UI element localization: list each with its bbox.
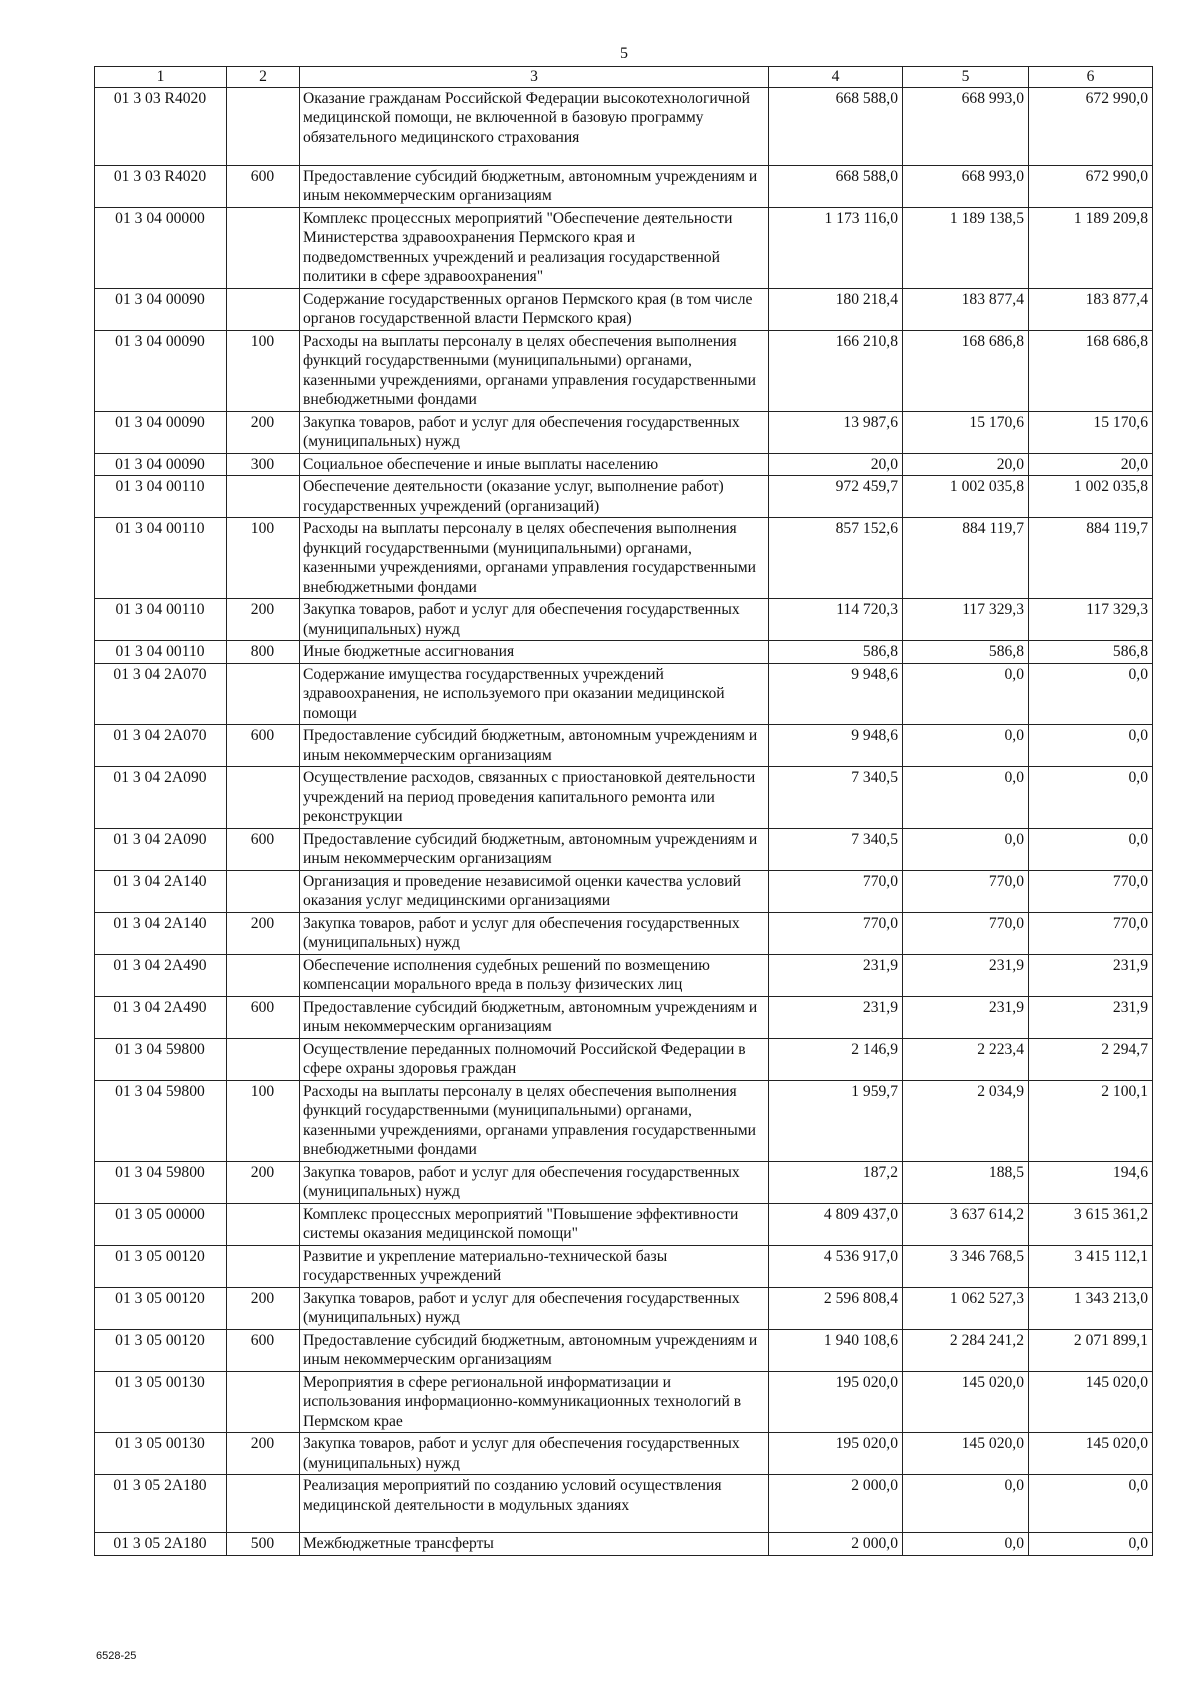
value-col-4-cell: 2 000,0 <box>769 1475 903 1533</box>
code-cell: 01 3 04 2А070 <box>95 663 227 725</box>
description-cell: Закупка товаров, работ и услуг для обеспечения государственных (муниципальных) нужд <box>300 1161 769 1203</box>
description-cell: Развитие и укрепление материально-технической базы государственных учреждений <box>300 1245 769 1287</box>
code-cell: 01 3 05 2А180 <box>95 1533 227 1556</box>
value-col-6-cell: 2 294,7 <box>1029 1038 1153 1080</box>
value-col-5-cell: 3 637 614,2 <box>903 1203 1029 1245</box>
code-cell: 01 3 04 2А090 <box>95 767 227 829</box>
code-cell: 01 3 05 00000 <box>95 1203 227 1245</box>
value-col-4-cell: 770,0 <box>769 870 903 912</box>
code-cell: 01 3 04 00000 <box>95 207 227 288</box>
table-row <box>95 663 1153 725</box>
value-col-4-cell: 668 588,0 <box>769 87 903 165</box>
value-col-6-cell: 0,0 <box>1029 725 1153 767</box>
expense-type-cell: 200 <box>227 912 300 954</box>
code-cell: 01 3 05 00120 <box>95 1287 227 1329</box>
description-cell: Закупка товаров, работ и услуг для обеспечения государственных (муниципальных) нужд <box>300 1433 769 1475</box>
description-cell: Закупка товаров, работ и услуг для обеспечения государственных (муниципальных) нужд <box>300 912 769 954</box>
value-col-5-cell: 770,0 <box>903 870 1029 912</box>
code-cell: 01 3 04 2А490 <box>95 954 227 996</box>
expense-type-cell <box>227 476 300 518</box>
value-col-5-cell: 0,0 <box>903 1533 1029 1556</box>
expense-type-cell: 500 <box>227 1533 300 1556</box>
description-cell: Расходы на выплаты персоналу в целях обеспечения выполнения функций государственными (муниципальными) органами, казенными учреждениями, органами управления государственными внебюджетными фондами <box>300 1080 769 1161</box>
value-col-6-cell: 0,0 <box>1029 1475 1153 1533</box>
table-row <box>95 453 1153 476</box>
description-cell: Закупка товаров, работ и услуг для обеспечения государственных (муниципальных) нужд <box>300 1287 769 1329</box>
value-col-4-cell: 20,0 <box>769 453 903 476</box>
value-col-5-cell: 188,5 <box>903 1161 1029 1203</box>
expense-type-cell: 600 <box>227 828 300 870</box>
code-cell: 01 3 04 00110 <box>95 641 227 664</box>
code-cell: 01 3 05 00130 <box>95 1433 227 1475</box>
value-col-5-cell: 117 329,3 <box>903 599 1029 641</box>
value-col-5-cell: 0,0 <box>903 828 1029 870</box>
description-cell: Обеспечение исполнения судебных решений по возмещению компенсации морального вреда в пользу физических лиц <box>300 954 769 996</box>
value-col-4-cell: 180 218,4 <box>769 288 903 330</box>
table-row <box>95 1080 1153 1161</box>
description-cell: Предоставление субсидий бюджетным, автономным учреждениям и иным некоммерческим организациям <box>300 1329 769 1371</box>
value-col-6-cell: 884 119,7 <box>1029 518 1153 599</box>
value-col-6-cell: 0,0 <box>1029 663 1153 725</box>
value-col-6-cell: 2 100,1 <box>1029 1080 1153 1161</box>
code-cell: 01 3 04 2А090 <box>95 828 227 870</box>
table-row <box>95 1161 1153 1203</box>
code-cell: 01 3 04 2А070 <box>95 725 227 767</box>
table-row <box>95 641 1153 664</box>
value-col-4-cell: 13 987,6 <box>769 411 903 453</box>
value-col-4-cell: 9 948,6 <box>769 663 903 725</box>
value-col-4-cell: 1 173 116,0 <box>769 207 903 288</box>
value-col-6-cell: 20,0 <box>1029 453 1153 476</box>
value-col-6-cell: 0,0 <box>1029 1533 1153 1556</box>
value-col-5-cell: 770,0 <box>903 912 1029 954</box>
value-col-5-cell: 0,0 <box>903 663 1029 725</box>
table-row <box>95 1287 1153 1329</box>
page-number: 5 <box>620 45 628 62</box>
value-col-6-cell: 168 686,8 <box>1029 330 1153 411</box>
table-row <box>95 870 1153 912</box>
expense-type-cell <box>227 87 300 165</box>
description-cell: Предоставление субсидий бюджетным, автономным учреждениям и иным некоммерческим организациям <box>300 725 769 767</box>
value-col-6-cell: 2 071 899,1 <box>1029 1329 1153 1371</box>
expense-type-cell: 200 <box>227 599 300 641</box>
expense-type-cell: 600 <box>227 996 300 1038</box>
value-col-5-cell: 2 284 241,2 <box>903 1329 1029 1371</box>
table-row <box>95 996 1153 1038</box>
table-row <box>95 411 1153 453</box>
value-col-5-cell: 20,0 <box>903 453 1029 476</box>
table-row <box>95 87 1153 165</box>
header-row <box>95 67 1153 88</box>
value-col-5-cell: 145 020,0 <box>903 1371 1029 1433</box>
value-col-6-cell: 0,0 <box>1029 767 1153 829</box>
code-cell: 01 3 05 00130 <box>95 1371 227 1433</box>
code-cell: 01 3 04 00090 <box>95 411 227 453</box>
code-cell: 01 3 05 00120 <box>95 1245 227 1287</box>
value-col-5-cell: 1 189 138,5 <box>903 207 1029 288</box>
value-col-5-cell: 2 223,4 <box>903 1038 1029 1080</box>
value-col-6-cell: 194,6 <box>1029 1161 1153 1203</box>
value-col-5-cell: 0,0 <box>903 767 1029 829</box>
value-col-6-cell: 1 343 213,0 <box>1029 1287 1153 1329</box>
value-col-6-cell: 672 990,0 <box>1029 87 1153 165</box>
code-cell: 01 3 04 00110 <box>95 476 227 518</box>
expense-type-cell: 800 <box>227 641 300 664</box>
description-cell: Закупка товаров, работ и услуг для обеспечения государственных (муниципальных) нужд <box>300 599 769 641</box>
description-cell: Иные бюджетные ассигнования <box>300 641 769 664</box>
expense-type-cell: 200 <box>227 1433 300 1475</box>
value-col-6-cell: 3 615 361,2 <box>1029 1203 1153 1245</box>
table-row <box>95 1533 1153 1556</box>
value-col-5-cell: 168 686,8 <box>903 330 1029 411</box>
table-row <box>95 954 1153 996</box>
value-col-6-cell: 3 415 112,1 <box>1029 1245 1153 1287</box>
description-cell: Организация и проведение независимой оценки качества условий оказания услуг медицинскими организациями <box>300 870 769 912</box>
expense-type-cell: 100 <box>227 518 300 599</box>
expense-type-cell <box>227 207 300 288</box>
table-row <box>95 767 1153 829</box>
table-row <box>95 1433 1153 1475</box>
value-col-6-cell: 0,0 <box>1029 828 1153 870</box>
table-row <box>95 1329 1153 1371</box>
code-cell: 01 3 04 00090 <box>95 453 227 476</box>
value-col-4-cell: 9 948,6 <box>769 725 903 767</box>
value-col-6-cell: 145 020,0 <box>1029 1371 1153 1433</box>
value-col-6-cell: 231,9 <box>1029 996 1153 1038</box>
expense-type-cell <box>227 1475 300 1533</box>
description-cell: Комплекс процессных мероприятий "Обеспечение деятельности Министерства здравоохранения Пермского края и подведомственных учреждений и реализация государственной политики в сфере здравоохранения" <box>300 207 769 288</box>
description-cell: Закупка товаров, работ и услуг для обеспечения государственных (муниципальных) нужд <box>300 411 769 453</box>
value-col-6-cell: 1 002 035,8 <box>1029 476 1153 518</box>
description-cell: Предоставление субсидий бюджетным, автономным учреждениям и иным некоммерческим организациям <box>300 165 769 207</box>
value-col-6-cell: 770,0 <box>1029 870 1153 912</box>
value-col-5-cell: 668 993,0 <box>903 165 1029 207</box>
value-col-5-cell: 0,0 <box>903 1475 1029 1533</box>
expense-type-cell <box>227 1245 300 1287</box>
expense-type-cell: 200 <box>227 1161 300 1203</box>
expense-type-cell <box>227 954 300 996</box>
description-cell: Оказание гражданам Российской Федерации высокотехнологичной медицинской помощи, не включенной в базовую программу обязательного медицинского страхования <box>300 87 769 165</box>
table-row <box>95 828 1153 870</box>
header-col-5: 5 <box>903 67 1029 88</box>
description-cell: Осуществление переданных полномочий Российской Федерации в сфере охраны здоровья граждан <box>300 1038 769 1080</box>
header-col-2: 2 <box>227 67 300 88</box>
expense-type-cell <box>227 1371 300 1433</box>
value-col-5-cell: 15 170,6 <box>903 411 1029 453</box>
description-cell: Комплекс процессных мероприятий "Повышение эффективности системы оказания медицинской помощи" <box>300 1203 769 1245</box>
value-col-5-cell: 0,0 <box>903 725 1029 767</box>
expense-type-cell: 600 <box>227 1329 300 1371</box>
code-cell: 01 3 04 2А140 <box>95 912 227 954</box>
table-row <box>95 1203 1153 1245</box>
value-col-4-cell: 231,9 <box>769 996 903 1038</box>
code-cell: 01 3 03 R4020 <box>95 87 227 165</box>
value-col-6-cell: 770,0 <box>1029 912 1153 954</box>
code-cell: 01 3 04 00110 <box>95 599 227 641</box>
value-col-4-cell: 1 940 108,6 <box>769 1329 903 1371</box>
value-col-5-cell: 668 993,0 <box>903 87 1029 165</box>
value-col-5-cell: 3 346 768,5 <box>903 1245 1029 1287</box>
table-row <box>95 1371 1153 1433</box>
description-cell: Осуществление расходов, связанных с приостановкой деятельности учреждений на период проведения капитального ремонта или реконструкции <box>300 767 769 829</box>
value-col-4-cell: 231,9 <box>769 954 903 996</box>
description-cell: Расходы на выплаты персоналу в целях обеспечения выполнения функций государственными (муниципальными) органами, казенными учреждениями, органами управления государственными внебюджетными фондами <box>300 518 769 599</box>
value-col-4-cell: 1 959,7 <box>769 1080 903 1161</box>
code-cell: 01 3 04 59800 <box>95 1161 227 1203</box>
value-col-6-cell: 145 020,0 <box>1029 1433 1153 1475</box>
description-cell: Содержание имущества государственных учреждений здравоохранения, не используемого при оказании медицинской помощи <box>300 663 769 725</box>
value-col-4-cell: 195 020,0 <box>769 1371 903 1433</box>
code-cell: 01 3 04 00090 <box>95 288 227 330</box>
value-col-5-cell: 1 062 527,3 <box>903 1287 1029 1329</box>
table-row <box>95 165 1153 207</box>
description-cell: Содержание государственных органов Пермского края (в том числе органов государственной власти Пермского края) <box>300 288 769 330</box>
expense-type-cell <box>227 663 300 725</box>
expense-type-cell: 100 <box>227 1080 300 1161</box>
code-cell: 01 3 03 R4020 <box>95 165 227 207</box>
code-cell: 01 3 04 59800 <box>95 1080 227 1161</box>
table-row <box>95 1475 1153 1533</box>
value-col-5-cell: 231,9 <box>903 954 1029 996</box>
value-col-6-cell: 117 329,3 <box>1029 599 1153 641</box>
header-col-3: 3 <box>300 67 769 88</box>
value-col-5-cell: 145 020,0 <box>903 1433 1029 1475</box>
value-col-4-cell: 7 340,5 <box>769 828 903 870</box>
expense-type-cell: 100 <box>227 330 300 411</box>
value-col-6-cell: 15 170,6 <box>1029 411 1153 453</box>
description-cell: Мероприятия в сфере региональной информатизации и использования информационно-коммуникационных технологий в Пермском крае <box>300 1371 769 1433</box>
value-col-5-cell: 1 002 035,8 <box>903 476 1029 518</box>
budget-table <box>94 66 1153 1556</box>
value-col-4-cell: 2 596 808,4 <box>769 1287 903 1329</box>
expense-type-cell <box>227 870 300 912</box>
code-cell: 01 3 05 00120 <box>95 1329 227 1371</box>
table-row <box>95 912 1153 954</box>
description-cell: Межбюджетные трансферты <box>300 1533 769 1556</box>
description-cell: Предоставление субсидий бюджетным, автономным учреждениям и иным некоммерческим организациям <box>300 828 769 870</box>
value-col-4-cell: 2 146,9 <box>769 1038 903 1080</box>
value-col-5-cell: 183 877,4 <box>903 288 1029 330</box>
value-col-5-cell: 231,9 <box>903 996 1029 1038</box>
code-cell: 01 3 04 00090 <box>95 330 227 411</box>
expense-type-cell: 600 <box>227 165 300 207</box>
description-cell: Предоставление субсидий бюджетным, автономным учреждениям и иным некоммерческим организациям <box>300 996 769 1038</box>
value-col-5-cell: 884 119,7 <box>903 518 1029 599</box>
value-col-4-cell: 187,2 <box>769 1161 903 1203</box>
expense-type-cell <box>227 288 300 330</box>
table-row <box>95 518 1153 599</box>
value-col-6-cell: 672 990,0 <box>1029 165 1153 207</box>
expense-type-cell: 300 <box>227 453 300 476</box>
value-col-4-cell: 857 152,6 <box>769 518 903 599</box>
table-row <box>95 1245 1153 1287</box>
expense-type-cell <box>227 1203 300 1245</box>
table-row <box>95 599 1153 641</box>
value-col-6-cell: 1 189 209,8 <box>1029 207 1153 288</box>
value-col-4-cell: 2 000,0 <box>769 1533 903 1556</box>
value-col-6-cell: 586,8 <box>1029 641 1153 664</box>
code-cell: 01 3 04 00110 <box>95 518 227 599</box>
code-cell: 01 3 04 59800 <box>95 1038 227 1080</box>
header-col-1: 1 <box>95 67 227 88</box>
code-cell: 01 3 04 2А490 <box>95 996 227 1038</box>
table-row <box>95 1038 1153 1080</box>
table-row <box>95 476 1153 518</box>
value-col-4-cell: 668 588,0 <box>769 165 903 207</box>
header-col-6: 6 <box>1029 67 1153 88</box>
expense-type-cell <box>227 767 300 829</box>
value-col-4-cell: 4 536 917,0 <box>769 1245 903 1287</box>
table-row <box>95 330 1153 411</box>
value-col-6-cell: 183 877,4 <box>1029 288 1153 330</box>
expense-type-cell: 600 <box>227 725 300 767</box>
table-row <box>95 288 1153 330</box>
table-row <box>95 207 1153 288</box>
expense-type-cell: 200 <box>227 1287 300 1329</box>
value-col-4-cell: 7 340,5 <box>769 767 903 829</box>
value-col-4-cell: 195 020,0 <box>769 1433 903 1475</box>
value-col-4-cell: 4 809 437,0 <box>769 1203 903 1245</box>
description-cell: Социальное обеспечение и иные выплаты населению <box>300 453 769 476</box>
table-row <box>95 725 1153 767</box>
description-cell: Расходы на выплаты персоналу в целях обеспечения выполнения функций государственными (муниципальными) органами, казенными учреждениями, органами управления государственными внебюджетными фондами <box>300 330 769 411</box>
description-cell: Обеспечение деятельности (оказание услуг, выполнение работ) государственных учреждений (организаций) <box>300 476 769 518</box>
value-col-5-cell: 2 034,9 <box>903 1080 1029 1161</box>
code-cell: 01 3 04 2А140 <box>95 870 227 912</box>
document-reference: 6528-25 <box>96 1650 137 1662</box>
value-col-4-cell: 114 720,3 <box>769 599 903 641</box>
code-cell: 01 3 05 2А180 <box>95 1475 227 1533</box>
table-body <box>95 87 1153 1555</box>
value-col-4-cell: 586,8 <box>769 641 903 664</box>
value-col-4-cell: 166 210,8 <box>769 330 903 411</box>
expense-type-cell <box>227 1038 300 1080</box>
value-col-6-cell: 231,9 <box>1029 954 1153 996</box>
expense-type-cell: 200 <box>227 411 300 453</box>
value-col-4-cell: 972 459,7 <box>769 476 903 518</box>
value-col-4-cell: 770,0 <box>769 912 903 954</box>
value-col-5-cell: 586,8 <box>903 641 1029 664</box>
description-cell: Реализация мероприятий по созданию условий осуществления медицинской деятельности в модульных зданиях <box>300 1475 769 1533</box>
header-col-4: 4 <box>769 67 903 88</box>
